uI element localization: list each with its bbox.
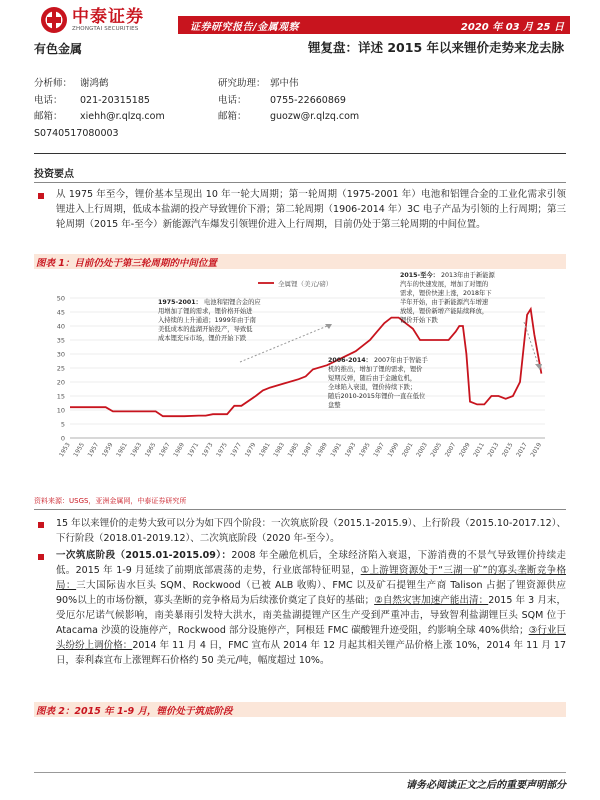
y-tick-label: 45 — [56, 308, 65, 317]
y-tick-label: 40 — [56, 322, 65, 331]
x-tick-label: 2007 — [443, 441, 458, 459]
annotation-1-line3: 入持续的上升通道；1999年由于南 — [158, 317, 256, 324]
logo-en-text: ZHONGTAI SECURITIES — [72, 26, 139, 32]
analyst-info — [34, 76, 165, 142]
x-tick-label: 2003 — [415, 441, 429, 459]
annotation-2-line3: 短期反弹，随后由于金融危机， — [328, 375, 417, 382]
analyst-name: 谢鸿鹤 — [80, 78, 109, 89]
y-tick-label: 35 — [56, 336, 65, 345]
figure2-title: 图表 2：2015 年 1-9 月，锂价处于筑底阶段 — [36, 706, 233, 717]
x-tick-label: 1979 — [243, 441, 258, 459]
y-tick-label: 5 — [60, 420, 65, 429]
x-tick-label: 1959 — [100, 441, 115, 459]
x-tick-label: 1965 — [143, 441, 158, 459]
x-tick-label: 1993 — [343, 441, 358, 459]
x-tick-label: 1957 — [86, 441, 101, 459]
x-tick-label: 1983 — [272, 441, 287, 459]
annotation-3-line2: 汽车的快速发展，增加了对锂的 — [400, 281, 489, 288]
y-tick-label: 0 — [60, 434, 65, 443]
analyst-cert: S0740517080003 — [34, 127, 119, 139]
logo-cn-text: 中泰证券 — [72, 7, 144, 27]
annotation-1-period: 1975-2001： — [158, 299, 202, 306]
analyst-email-label: 邮箱： — [34, 111, 63, 122]
section-title: 投资要点 — [34, 169, 74, 180]
point-2: ②自然灾害加速产能出清： — [374, 595, 489, 606]
x-tick-label: 1967 — [158, 441, 172, 459]
divider — [34, 509, 566, 510]
stages-paragraph: 15 年以来锂价的走势大致可以分为如下四个阶段：一次筑底阶段（2015.1-2015.9）、上行阶段（2015.10-2017.12）、下行阶段（2018.01-2019.12）、二次筑底阶段（2020 年-至今）。 — [56, 518, 566, 544]
figure1-source: 资料来源：USGS，亚洲金属网，中泰证券研究所 — [34, 497, 187, 505]
x-tick-label: 2013 — [486, 441, 501, 459]
x-tick-label: 1953 — [58, 441, 72, 459]
report-tag: 证券研究报告/金属观察 — [190, 22, 300, 33]
x-tick-label: 2009 — [458, 441, 472, 459]
bullet-icon — [38, 193, 44, 199]
assistant-tel-label: 电话： — [218, 94, 247, 106]
first-bottoming-paragraph — [56, 548, 566, 668]
x-tick-label: 2019 — [529, 441, 544, 459]
annotation-3-line3: 需求，锂价快速上涨，2018年下 — [400, 290, 492, 297]
bullet-icon — [38, 522, 44, 528]
assistant-email[interactable]: guozw@r.qlzq.com — [270, 111, 360, 122]
x-tick-label: 1977 — [229, 441, 244, 459]
x-tick-label: 2011 — [472, 441, 487, 459]
x-tick-label: 2015 — [500, 441, 515, 459]
stage-text-1: 2008 年全融危机后，全球经济陷入衰退，下游消费的不景气导致锂价持续走低。2015 年 1-9 月延续了前期底部震荡的走势，行业底部特征明显， — [56, 550, 567, 576]
report-title: 锂复盘：详述 2015 年以来锂价走势来龙去脉 — [308, 40, 564, 55]
x-tick-label: 1975 — [215, 441, 229, 459]
annotation-3-line5: 放缓，锂价新增产能陆续释放， — [400, 308, 489, 315]
annotation-3 — [400, 270, 497, 324]
y-tick-label: 20 — [56, 378, 65, 387]
stage-text-2: 三大国际齿水巨头 SQM、Rockwood（已被 ALB 收购）、FMC 以及矿石提锂生产商 Talison 占据了锂资源供应 90%以上的市场份额，寡头垄断的竞争格局为后续涨价奠定了良好的基础； — [56, 580, 566, 606]
analyst-tel-label: 电话： — [34, 94, 63, 106]
logo-emblem-icon — [40, 6, 68, 34]
annotation-1-line2: 用增加了锂的需求，锂价格开始进 — [158, 308, 253, 315]
assistant-info — [218, 76, 359, 126]
industry-label: 有色金属 — [34, 42, 83, 56]
x-tick-label: 2017 — [515, 441, 529, 459]
legend-label: 全属锂（美元/磅） — [278, 280, 333, 288]
analyst-tel: 021-20315185 — [80, 94, 150, 106]
footer-disclaimer: 请务必阅读正文之后的重要声明部分 — [406, 780, 566, 791]
x-tick-label: 1997 — [372, 441, 387, 459]
assistant-tel: 0755-22660869 — [270, 94, 346, 106]
report-date: 2020 年 03 月 25 日 — [460, 22, 564, 33]
annotation-3-line4: 半年开始，由于新能源汽车增速 — [400, 299, 489, 306]
analyst-email[interactable]: xiehh@r.qlzq.com — [80, 111, 165, 122]
annotation-2-line4: 全球陷入衰退，锂价持续下跌； — [328, 384, 417, 391]
annotation-3-line6: 锂价开始下跌 — [400, 317, 438, 324]
y-tick-label: 25 — [56, 364, 65, 373]
footer-divider — [34, 772, 566, 773]
x-tick-label: 1963 — [129, 441, 144, 459]
lithium-price-chart — [40, 270, 560, 492]
point-1: ①上游锂资源处于“三湖一矿”的寡头垄断竞争格局： — [56, 565, 566, 591]
x-tick-label: 1971 — [186, 441, 201, 459]
stage-text-4: 2014 年 11 月 4 日，FMC 宣布从 2014 年 12 月起其相关锂产品价格上涨 10%，2014 年 11 月 17 日，泰利森宣布上涨锂辉石价格约 50 美元/吨，幅度超过 10%。 — [56, 640, 566, 666]
x-tick-label: 1995 — [358, 441, 372, 459]
y-tick-label: 30 — [56, 350, 65, 359]
x-tick-label: 2005 — [429, 441, 444, 459]
x-tick-label: 1969 — [172, 441, 187, 459]
x-tick-label: 1981 — [258, 441, 272, 459]
divider — [34, 182, 566, 183]
company-logo — [40, 4, 144, 36]
x-tick-label: 1987 — [300, 441, 315, 459]
assistant-name: 郭中伟 — [270, 78, 299, 89]
annotation-1-line4: 美低成本的盐湖开始投产，导致低 — [158, 326, 253, 333]
x-tick-label: 1989 — [315, 441, 329, 459]
annotation-2-line1: 2007年由于智能手 — [373, 357, 428, 364]
x-tick-label: 1985 — [286, 441, 301, 459]
analyst-name-label: 分析师： — [34, 78, 73, 89]
annotation-1-line1: 电池和铝锂合金的应 — [203, 299, 261, 306]
annotation-1-line5: 成本锂充斥市场，锂价开始下跌 — [158, 335, 247, 342]
lithium-price-line — [70, 309, 541, 416]
stage-lead: 一次筑底阶段（2015.01-2015.09）： — [56, 550, 232, 561]
bullet-icon — [38, 554, 44, 560]
divider — [34, 153, 566, 154]
stage-text-3: 2015 年 3 月末，受厄尔尼诺气候影响，南美暴雨引发特大洪水，南美盐湖提锂产区生产受到严重冲击，导致智利盐湖锂巨头 SQM 位于 Atacama 沙漠的设施停产，Rockwood 部分设施停产，阿根廷 FMC 碳酸锂升迹受阻，约影响全球 40%供给； — [56, 595, 566, 636]
figure1-title: 图表 1：目前仍处于第三轮周期的中间位置 — [36, 258, 217, 269]
annotation-2-line6: 盘整 — [328, 402, 341, 409]
annotation-1 — [158, 297, 263, 342]
x-tick-label: 1991 — [329, 441, 344, 459]
x-tick-label: 1999 — [386, 441, 401, 459]
annotation-3-line1: 2013年由于新能源 — [441, 272, 495, 279]
y-tick-label: 50 — [56, 294, 65, 303]
x-tick-label: 1961 — [115, 441, 129, 459]
annotation-2-line5: 随后2010-2015年锂价一直在低位 — [328, 393, 426, 400]
assistant-email-label: 邮箱： — [218, 111, 247, 122]
x-tick-label: 1955 — [72, 441, 87, 459]
assistant-name-label: 研究助理： — [218, 78, 266, 89]
y-tick-label: 10 — [56, 406, 65, 415]
annotation-2-line2: 机的推出，增加了锂的需求，锂价 — [328, 366, 423, 373]
annotation-3-period: 2015-至今： — [400, 272, 440, 279]
point-3: ③行业巨头纷纷上调价格： — [56, 625, 566, 651]
y-tick-label: 15 — [56, 392, 65, 401]
x-tick-label: 2001 — [400, 441, 415, 459]
x-tick-label: 1973 — [200, 441, 215, 459]
annotation-2-period: 2006-2014： — [328, 357, 372, 364]
intro-paragraph: 从 1975 年至今，锂价基本呈现出 10 年一轮大周期；第一轮周期（1975-2001 年）电池和铝锂合金的工业化需求引领锂进入上行周期，低成本盐湖的投产导致锂价下滑；第二轮周期（1906-2014 年）3C 电子产品为引领的上行周期；第三轮周期（2015 年-至今）新能源汽车爆发引领锂价进入上行周期，目前仍处于第三轮周期的中间位置。 — [56, 189, 566, 230]
